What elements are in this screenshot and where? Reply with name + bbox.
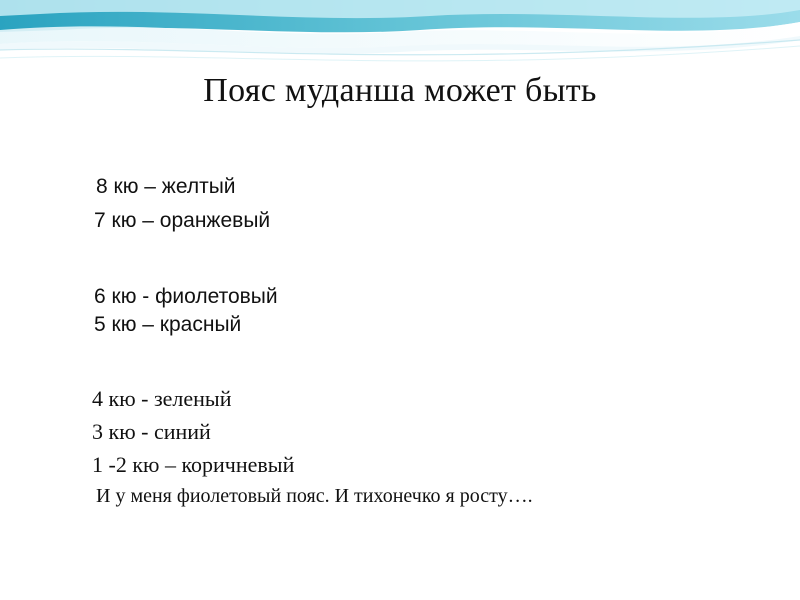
slide-title: Пояс муданша может быть	[203, 72, 597, 109]
belt-line: 6 кю - фиолетовый	[94, 285, 278, 308]
caption-text: И у меня фиолетовый пояс. И тихонечко я росту….	[96, 485, 533, 507]
belt-line: 8 кю – желтый	[96, 175, 236, 198]
belt-line: 3 кю - синий	[92, 419, 211, 444]
belt-line: 1 -2 кю – коричневый	[92, 452, 295, 477]
belt-line: 7 кю – оранжевый	[94, 209, 271, 232]
belt-line: 5 кю – красный	[94, 313, 242, 336]
belt-line: 4 кю - зеленый	[92, 386, 232, 411]
decorative-wave-header	[0, 0, 800, 80]
